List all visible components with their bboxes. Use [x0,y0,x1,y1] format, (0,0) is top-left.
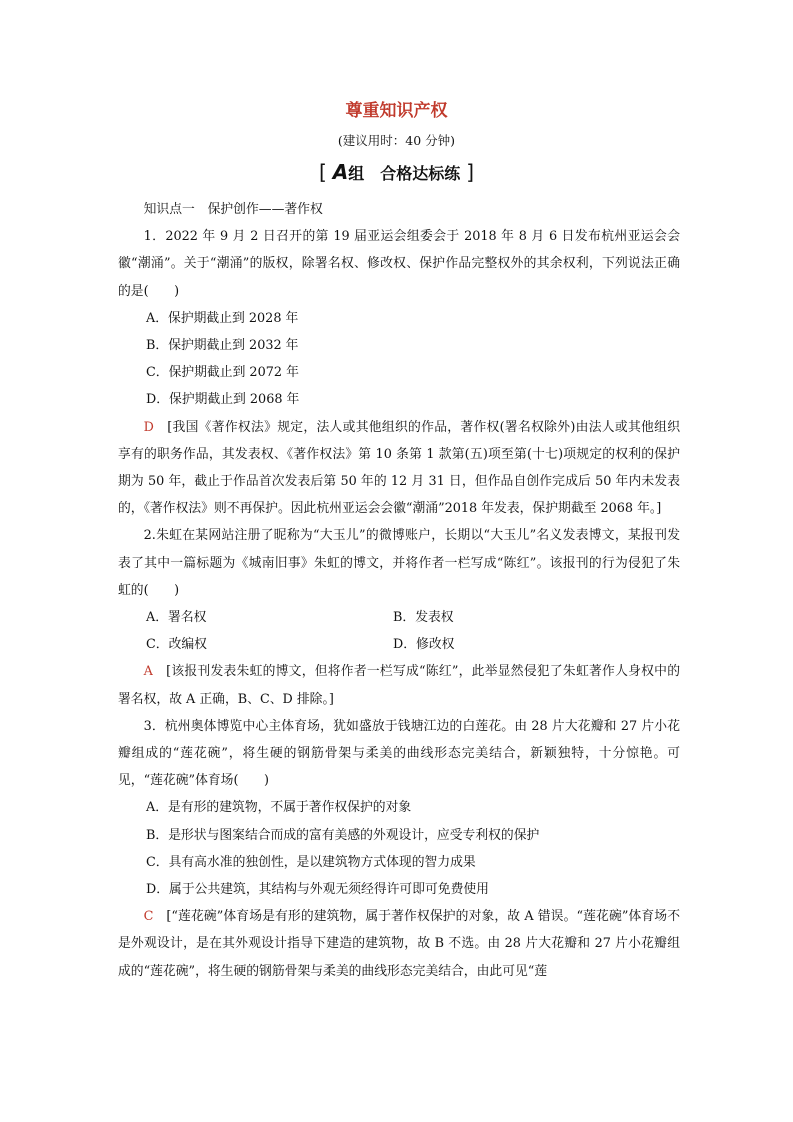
question-2-options-row-2 [118,631,680,658]
question-2-stem: 2.朱虹在某网站注册了昵称为“大玉儿”的微博账户，长期以“大玉儿”名义发表博文，某报刊发表了其中一篇标题为《城南旧事》朱虹的博文，并将作者一栏写成“陈红”。该报刊的行为侵犯了朱虹的( ) [118,528,680,598]
question-1-stem: 1．2022 年 9 月 2 日召开的第 19 届亚运会组委会于 2018 年 8 月 6 日发布杭州亚运会会徽“潮涌”。关于“潮涌”的版权，除署名权、修改权、保护作品完整权外的其余权利，下列说法正确的是( ) [118,229,680,299]
question-3-option-d: D．属于公共建筑，其结构与外观无须经得许可即可免费使用 [146,882,489,898]
section-heading: 知识点一 保护创作——著作权 [143,202,323,217]
question-2-answer [118,658,680,712]
page-title: 尊重知识产权 [345,101,448,121]
question-2-options-row-1 [118,604,680,631]
question-3-stem: 3．杭州奥体博览中心主体育场，犹如盛放于钱塘江边的白莲花。由 28 片大花瓣和 27 片小花瓣组成的“莲花碗”，将生硬的钢筋骨架与柔美的曲线形态完美结合，新颖独特，十分惊艳。可见，“莲花碗”体育场( ) [118,718,680,789]
question-2-option-d: D．修改权 [393,637,455,653]
question-1-option-b: B．保护期截止到 2032 年 [146,338,299,354]
answer-letter: C [143,909,154,925]
answer-letter: A [143,664,153,680]
group-letter: A [332,160,349,184]
answer-explanation: [“莲花碗”体育场是有形的建筑物，属于著作权保护的对象，故 A 错误。“莲花碗”体育场不是外观设计，是在其外观设计指导下建造的建筑物，故 B 不选。由 28 片大花瓣和 27 片小花瓣组成的“莲花碗”，将生硬的钢筋骨架与柔美的曲线形态完美结合，由此可见“莲 [118,909,680,979]
question-2-option-c: C．改编权 [146,637,207,653]
question-3-option-c: C．具有高水准的独创性，是以建筑物方式体现的智力成果 [146,854,476,870]
question-1-option-a: A．保护期截止到 2028 年 [146,310,299,326]
answer-letter: D [143,419,154,435]
question-2-option-b: B．发表权 [393,610,454,626]
question-1-option-d: D．保护期截止到 2068 年 [146,392,300,408]
answer-explanation: [我国《著作权法》规定，法人或其他组织的作品，著作权(署名权除外)由法人或其他组织享有的职务作品，其发表权、《著作权法》第 10 条第 1 款第(五)项至第(十七)项规定的权利的保护期为 50 年，截止于作品首次发表后第 50 年的 12 月 31 日，但作品自创作完成后 50 年内未发表的，《著作权法》则不再保护。因此杭州亚运会会徽“潮涌”2018 年发表，保护期截至 2068 年。] [118,419,680,517]
question-1-option-c: C．保护期截止到 2072 年 [146,365,299,381]
questions-content [118,196,680,985]
question-2-option-a: A．署名权 [146,610,207,626]
group-label: 组 合格达标练 [348,164,461,183]
answer-explanation: [该报刊发表朱虹的博文，但将作者一栏写成“陈红”，此举显然侵犯了朱虹著作人身权中的署名权，故 A 正确，B、C、D 排除。] [118,664,681,707]
suggested-time: (建议用时：40 分钟) [337,133,456,148]
right-bracket: ] [466,160,475,184]
left-bracket: [ [318,160,327,184]
question-3-option-a: A．是有形的建筑物，不属于著作权保护的对象 [146,800,412,816]
question-1-answer [118,414,680,523]
question-3-answer [118,903,680,985]
group-heading [0,160,793,184]
question-3-option-b: B．是形状与图案结合而成的富有美感的外观设计，应受专利权的保护 [146,827,540,843]
